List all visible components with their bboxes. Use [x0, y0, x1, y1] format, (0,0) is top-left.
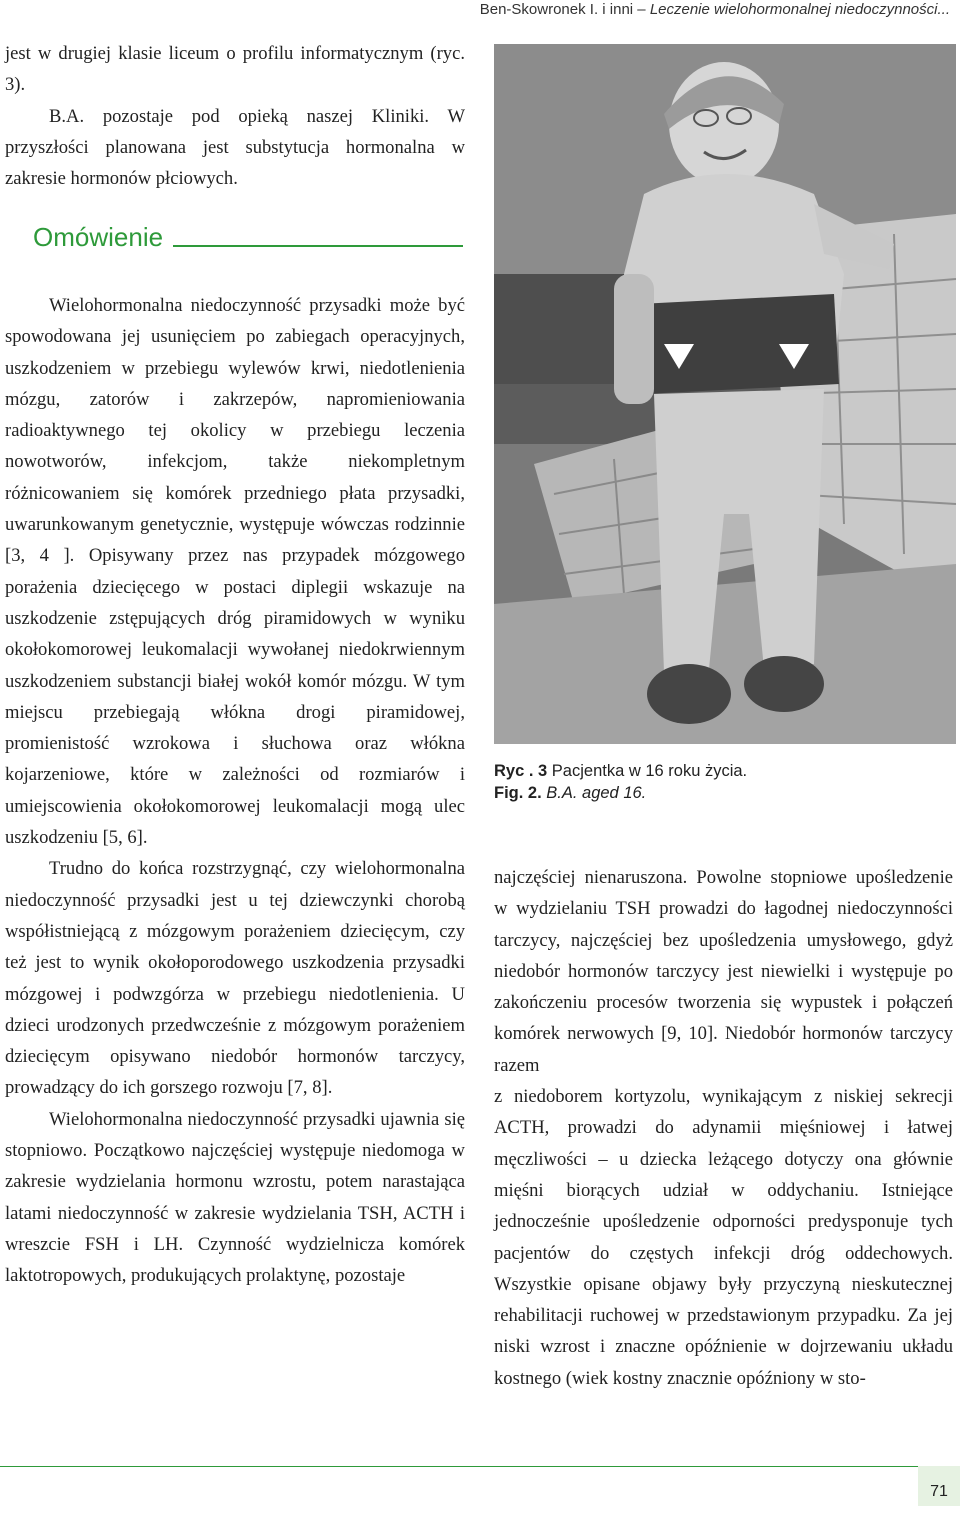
- running-header: [480, 1, 950, 18]
- intro-paragraph-1: jest w drugiej klasie liceum o profilu informatycznym (ryc. 3).: [5, 43, 465, 96]
- right-paragraph-2: z niedoborem kortyzolu, wynikającym z niskiej sekrecji ACTH, prowadzi do adynamii mięśniowej i łatwej męczliwości – u dziecka leżącego dotyczy ona głównie mięśni biorących udział w oddychaniu. Istniejące jednocześnie upośledzenie odporności predysponuje tych pacjentów do częstych infekcji dróg oddechowych. Wszystkie opisane objawy były przyczyną nieskutecznej rehabilitacji ruchowej w przedstawionym przypadku. Za jej niski wzrost i znaczne opóźnienie w dojrzewaniu układu kostnego (wiek kostny znacznie opóźniony w sto-: [494, 1086, 953, 1389]
- left-column: [5, 38, 465, 194]
- figure-caption: [494, 760, 747, 804]
- caption-text-en: B.A. aged 16.: [546, 784, 647, 802]
- running-header-dash: –: [633, 1, 650, 18]
- patient-photo: [494, 44, 956, 744]
- caption-label-pl: Ryc . 3: [494, 762, 548, 780]
- body-paragraph-3: Wielohormonalna niedoczynność przysadki ujawnia się stopniowo. Początkowo najczęściej występuje niedomoga w zakresie wydzielania hormonu wzrostu, potem narastająca latami niedoczynność w zakresie wydzielania TSH, ACTH i wreszcie FSH i LH. Czynność wydzielnicza komórek laktotropowych, produkujących prolaktynę, pozostaje: [5, 1108, 465, 1287]
- page-number: 71: [918, 1466, 960, 1506]
- patient-photo-image: [494, 44, 956, 744]
- body-paragraph-1: Wielohormonalna niedoczynność przysadki może być spowodowana jej usunięciem po zabiegach operacyjnych, uszkodzeniem w przebiegu wylewów krwi, niedotlenienia mózgu, zatorów i zakrzepów, napromieniowania radioaktywnego tej okolicy w przebiegu leczenia nowotworów, infekcjom, także niekompletnym różnicowaniem się komórek przedniego płata przysadki, uwarunkowanym genetycznie, występuje wówczas rodzinnie [3, 4 ]. Opisywany przez nas przypadek mózgowego porażenia dziecięcego w postaci diplegii wskazuje na uszkodzenie zstępujących dróg piramidowych w wyniku okołokomorowej leukomalacji wywołanej niedokrwiennym uszkodzeniem substancji białej wokół komór mózgu. W tym miejscu przebiegają włókna drogi piramidowej, promienistość wzrokowa i słuchowa oraz włókna kojarzeniowe, które w zależności od rozmiarów i umiejscowienia okołokomorowej leukomalacji mogą ulec uszkodzeniu [5, 6].: [5, 295, 465, 849]
- running-header-title: Leczenie wielohormonalnej niedoczynności...: [649, 1, 950, 18]
- caption-label-en: Fig. 2.: [494, 784, 542, 802]
- caption-english: [494, 782, 747, 804]
- body-paragraph-2: Trudno do końca rozstrzygnąć, czy wielohormonalna niedoczynność przysadki jest u tej dziewczynki chorobą współistniejącą z mózgowym porażeniem dziecięcym, czy też jest to wynik okołoporodowego uszkodzenia przysadki mózgowej i podwzgórza w przebiegu niedotlenienia. U dzieci urodzonych przedwcześnie z mózgowym porażeniem dziecięcym opisywano niedobór hormonów tarczycy, prowadzący do ich gorszego rozwoju [7, 8].: [5, 858, 465, 1099]
- footer-rule: [0, 1466, 960, 1467]
- caption-polish: [494, 760, 747, 782]
- intro-paragraph-2: B.A. pozostaje pod opieką naszej Kliniki. W przyszłości planowana jest substytucja hormonalna w zakresie hormonów płciowych.: [5, 105, 465, 190]
- caption-text-pl: Pacjentka w 16 roku życia.: [551, 762, 748, 780]
- right-paragraph-1: najczęściej nienaruszona. Powolne stopniowe upośledzenie w wydzielaniu TSH prowadzi do łagodnej niedoczynności tarczycy, najczęściej bez upośledzenia umysłowego, gdyż niedobór hormonów tarczycy jest niewielki i występuje po zakończeniu procesów tworzenia się wypustek i połączeń komórek nerwowych [9, 10]. Niedobór hormonów tarczycy razem: [494, 867, 953, 1076]
- left-column-body: [5, 290, 465, 1292]
- section-heading-block: [33, 222, 463, 262]
- running-header-authors: Ben-Skowronek I. i inni: [479, 1, 634, 18]
- right-column: [494, 862, 953, 1394]
- section-heading: Omówienie: [33, 222, 173, 253]
